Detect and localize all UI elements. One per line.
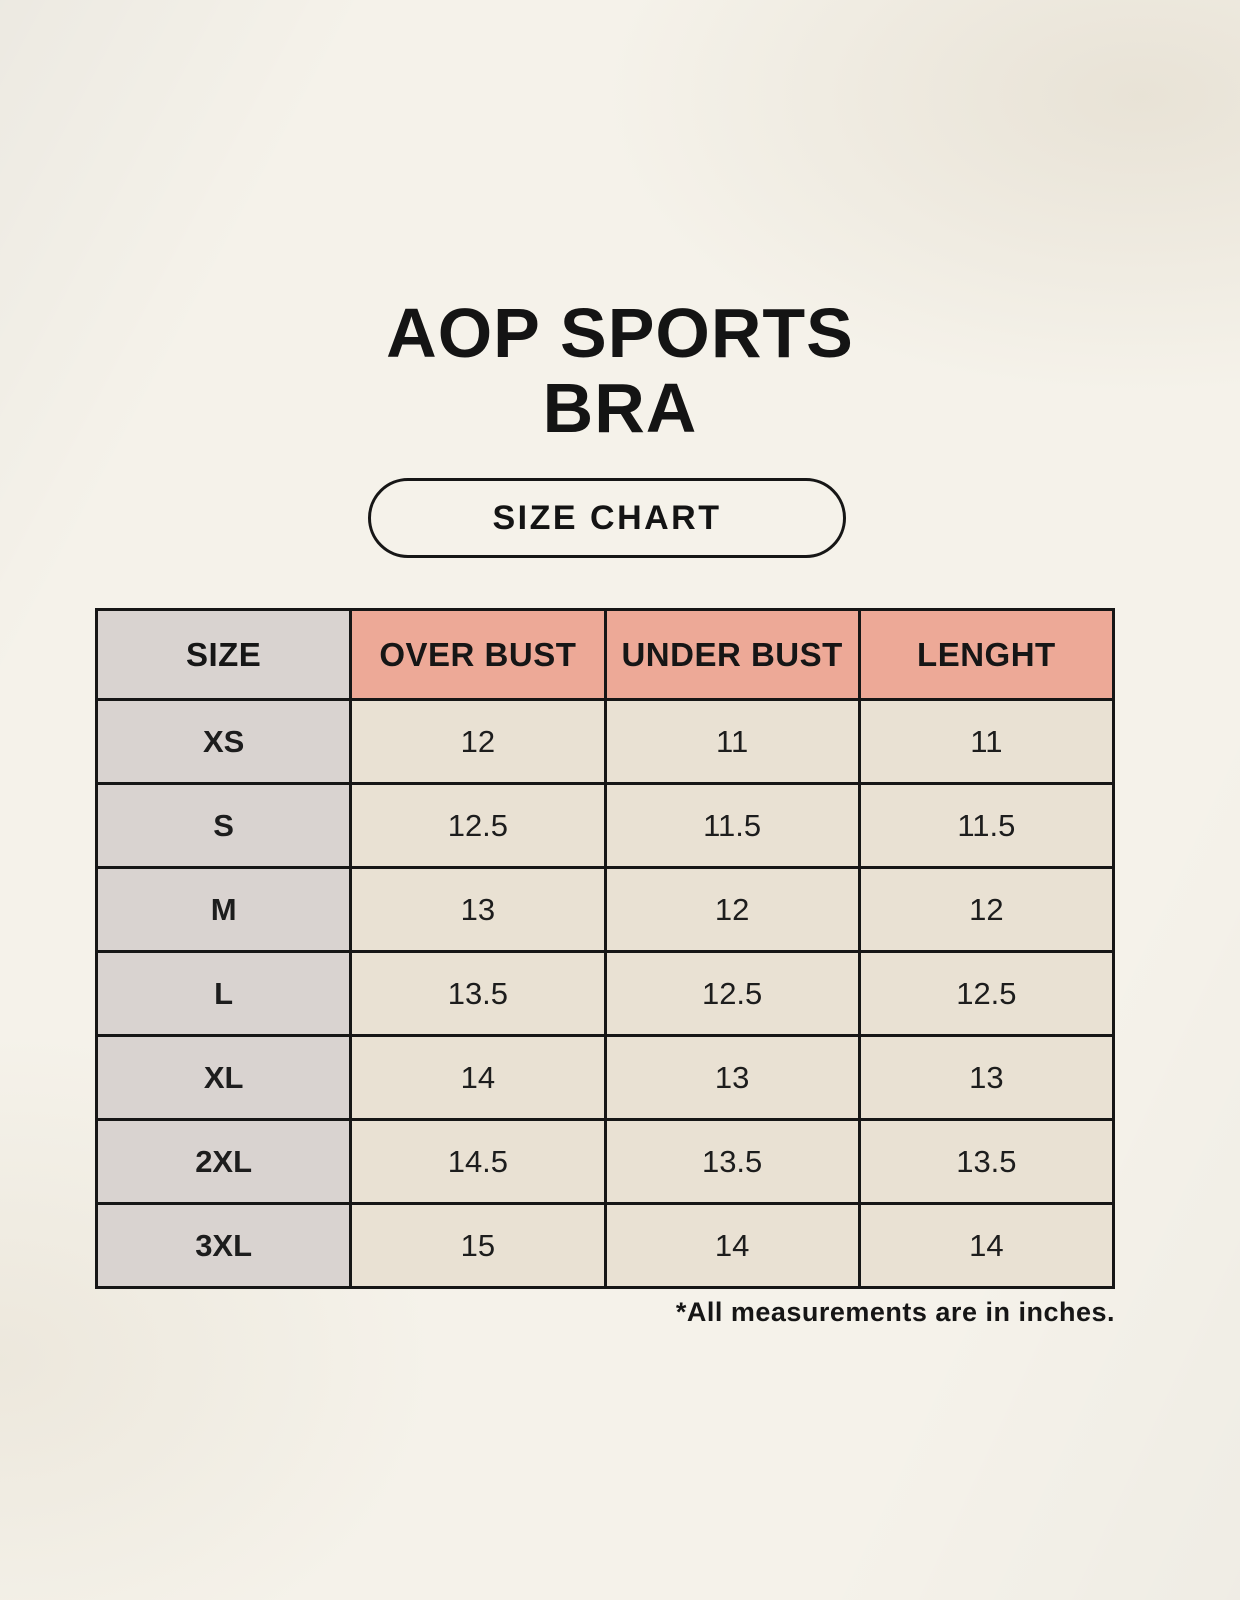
size-label: XL [97, 1036, 351, 1120]
table-row [97, 1120, 1114, 1204]
table-row [97, 1204, 1114, 1288]
measurements-footnote: *All measurements are in inches. [675, 1297, 1115, 1327]
table-row [97, 784, 1114, 868]
over-bust-value: 14.5 [351, 1120, 605, 1204]
page-title [0, 296, 1240, 446]
length-value: 11 [859, 700, 1113, 784]
size-label: M [97, 868, 351, 952]
over-bust-value: 12 [351, 700, 605, 784]
under-bust-value: 12 [605, 868, 859, 952]
page-title-line2: BRA [542, 368, 698, 447]
column-header-over-bust: OVER BUST [351, 610, 605, 700]
over-bust-value: 12.5 [351, 784, 605, 868]
under-bust-value: 11.5 [605, 784, 859, 868]
length-value: 13.5 [859, 1120, 1113, 1204]
under-bust-value: 13 [605, 1036, 859, 1120]
under-bust-value: 14 [605, 1204, 859, 1288]
length-value: 12.5 [859, 952, 1113, 1036]
over-bust-value: 14 [351, 1036, 605, 1120]
under-bust-value: 11 [605, 700, 859, 784]
table-row [97, 868, 1114, 952]
under-bust-value: 12.5 [605, 952, 859, 1036]
size-label: 3XL [97, 1204, 351, 1288]
size-chart-table [95, 608, 1115, 1289]
size-label: S [97, 784, 351, 868]
size-chart-button-label: SIZE CHART [492, 498, 722, 537]
column-header-under-bust: UNDER BUST [605, 610, 859, 700]
length-value: 13 [859, 1036, 1113, 1120]
over-bust-value: 15 [351, 1204, 605, 1288]
table-row [97, 700, 1114, 784]
size-chart-button[interactable] [368, 478, 846, 558]
table-body [97, 700, 1114, 1288]
under-bust-value: 13.5 [605, 1120, 859, 1204]
table-row [97, 952, 1114, 1036]
table-row [97, 1036, 1114, 1120]
length-value: 11.5 [859, 784, 1113, 868]
table-header-row [97, 610, 1114, 700]
page-title-line1: AOP SPORTS [386, 294, 854, 372]
over-bust-value: 13 [351, 868, 605, 952]
over-bust-value: 13.5 [351, 952, 605, 1036]
table-header [97, 610, 1114, 700]
size-label: XS [97, 700, 351, 784]
column-header-size: SIZE [97, 610, 351, 700]
length-value: 14 [859, 1204, 1113, 1288]
size-label: 2XL [97, 1120, 351, 1204]
size-label: L [97, 952, 351, 1036]
length-value: 12 [859, 868, 1113, 952]
column-header-length: LENGHT [859, 610, 1113, 700]
